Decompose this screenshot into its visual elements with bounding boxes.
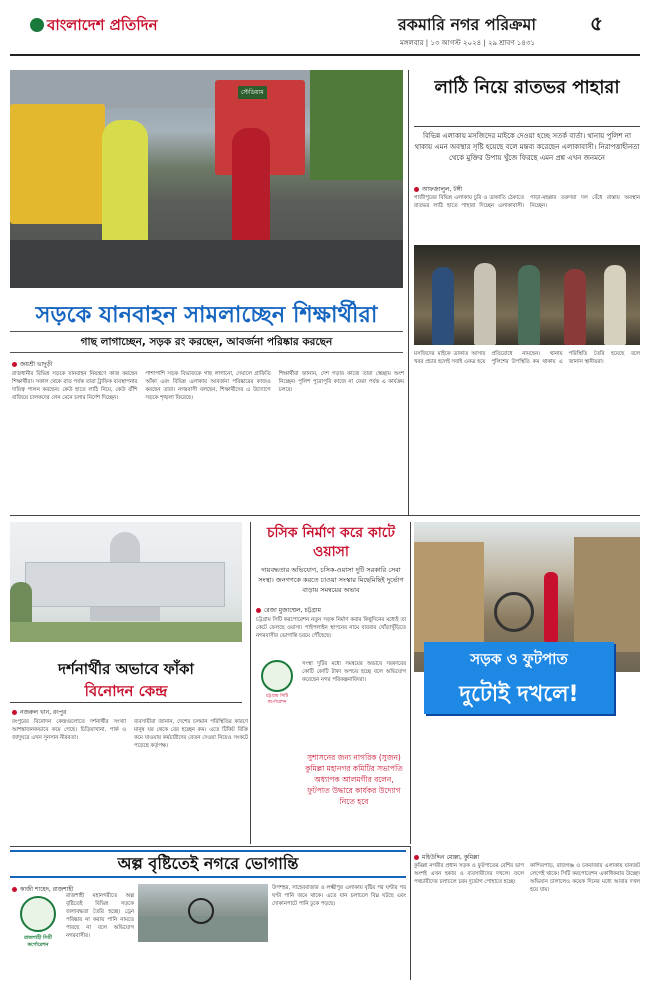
logo-text: বাংলাদেশ প্রতিদিন xyxy=(47,16,158,34)
footpath-body xyxy=(414,862,640,980)
shop-row-right xyxy=(574,537,640,652)
rain-logo-box xyxy=(14,896,62,956)
footpath-body-p1: কুমিল্লা নগরীর প্রধান সড়ক ও ফুটপাতের বেশির ভাগ অংশই এখন হকার ও ব্যবসায়ীদের দখলে। ফলে পথচারীদের চলাচলে চরম দুর্ভোগ পোহাতে হচ্ছে। xyxy=(414,863,524,885)
wasa-headline: চসিক নির্মাণ করে কাটে ওয়াসা xyxy=(266,525,396,560)
logo-mark-icon xyxy=(30,18,44,32)
rickshaw xyxy=(494,592,534,632)
footpath-headline-bottom: দুটোই দখলে! xyxy=(459,682,579,707)
recreation-body-p1: রংপুরের বিনোদন কেন্দ্রগুলোতে দর্শনার্থীর সংখ্যা আশঙ্কাজনকভাবে কমে গেছে। চিড়িয়াখানা, পার্ক ও জাদুঘরে এখন সুনসান নীরবতা। xyxy=(12,719,126,741)
byline-dot-icon xyxy=(256,608,261,613)
col-divider-right xyxy=(410,522,411,844)
students-photo xyxy=(10,70,403,288)
night-guard-body-top xyxy=(414,194,640,242)
byline-dot-icon xyxy=(12,362,17,367)
footpath-filler xyxy=(414,720,640,844)
recreation-body xyxy=(12,718,248,843)
trees xyxy=(310,70,403,180)
footpath-byline-text: মহিউদ্দিন মোল্লা, কুমিল্লা xyxy=(422,854,480,861)
footpath-headline-top: সড়ক ও ফুটপাত xyxy=(470,650,568,668)
wasa-body-p2: সংস্থা দুটির মধ্যে সমন্বয়ের অভাবে সরকারের কোটি কোটি টাকা অপচয় হচ্ছে বলে অভিযোগ করেছেন নগর পরিকল্পনাবিদরা। xyxy=(302,661,406,683)
students-subheadline xyxy=(10,331,403,353)
shop-row-left xyxy=(414,542,484,652)
byline-dot-icon xyxy=(414,855,419,860)
footpath-banner xyxy=(424,642,614,714)
section-divider-2 xyxy=(10,846,410,847)
students-body-p1: রাজধানীর বিভিন্ন সড়কে যানবাহন নিয়ন্ত্রণে কাজ করছেন শিক্ষার্থীরা। সকাল থেকে রাত পর্যন্ত তারা ট্রাফিক ব্যবস্থাপনার দায়িত্ব পালন করছেন। কেউ হাতে লাঠি নিয়ে, কেউ বাঁশি বাজিয়ে চালকদের লেন মেনে চলার নির্দেশ দিচ্ছেন। xyxy=(12,371,138,401)
rain-body-bottom xyxy=(138,946,268,980)
masthead xyxy=(0,0,650,58)
students-byline-text: জয়শ্রী ভাদুড়ী xyxy=(20,361,53,368)
logo xyxy=(30,14,190,40)
night-guard-body-p1: গাজীপুরের বিভিন্ন এলাকায় চুরি ও ডাকাতি ঠেকাতে রাতভর লাঠি হাতে পাহারা দিচ্ছেন এলাকাবাসী। পাড়া-মহল্লার তরুণরা দল বেঁধে রাস্তায় অবস্থান নিচ্ছেন। xyxy=(414,195,640,209)
col-divider-mid xyxy=(250,522,251,844)
palace-dome xyxy=(110,532,140,562)
night-guard-photo xyxy=(414,245,640,345)
byline-dot-icon xyxy=(12,710,17,715)
recreation-body-p2: ব্যবসায়ীরা জানান, দেশের চলমান পরিস্থিতির কারণে মানুষ ঘর থেকে বের হচ্ছেন কম। এতে টিকিট বিক্রি কমে যাওয়ায় কর্মচারীদের বেতন দেওয়া নিয়েও সংকটে পড়েছে কর্তৃপক্ষ। xyxy=(134,719,248,749)
date-line: মঙ্গলবার | ১৩ আগস্ট ২০২৪ | ২৯ শ্রাবণ ১৪৩১ xyxy=(400,39,535,47)
rain-body-right xyxy=(272,884,406,980)
wasa-body-top xyxy=(256,616,406,656)
masthead-divider xyxy=(10,54,640,56)
pedestrian xyxy=(544,572,558,642)
bus-left xyxy=(10,104,105,224)
recreation-photo xyxy=(10,522,242,642)
guard-figure-1 xyxy=(432,267,454,345)
col-divider-top xyxy=(408,70,409,515)
recreation-byline xyxy=(12,707,66,718)
wasa-summary: দায়বদ্ধতার অভিযোগ, চসিক-ওয়াসা দুটি সরকারি সেবা সংস্থা। জনগণকে করতে চাওয়া সংস্কার মিছেমিছিই দুর্ভোগ বাড়ায় সমন্বয়ের অভাব xyxy=(258,566,404,594)
lawn xyxy=(10,622,242,642)
footpath-body-p2: কান্দিরপাড়, রাজগঞ্জ ও চকবাজার এলাকায় যানজট লেগেই থাকে। সিটি করপোরেশন একাধিকবার উচ্ছেদ অভিযান চালালেও কয়েক দিনের মধ্যে আবার দখল হয়ে যায়। xyxy=(530,863,640,893)
ctg-city-corp-logo-icon xyxy=(261,660,293,692)
night-guard-body-bottom xyxy=(414,350,640,500)
guard-figure-2 xyxy=(474,263,496,345)
road xyxy=(10,240,403,288)
wasa-byline xyxy=(256,605,321,616)
wasa-logo-box xyxy=(256,660,298,710)
footpath-quote: সুশাসনের জন্য নাগরিক (সুজন) কুমিল্লা মহানগর কমিটির সভাপতি অধ্যাপক আলমগীর বলেন, ফুটপাত উদ্ধারে কার্যকর উদ্যোগ নিতে হবে xyxy=(305,753,403,806)
rain-photo xyxy=(138,884,268,942)
byline-dot-icon xyxy=(12,887,17,892)
guard-figure-5 xyxy=(604,265,626,345)
rain-logo-label: রাজশাহী সিটি কর্পোরেশন xyxy=(24,935,52,948)
recreation-headline-red: বিনোদন কেন্দ্র xyxy=(84,682,168,700)
rain-headline-bar xyxy=(10,850,406,878)
wasa-body-p1: চট্টগ্রাম সিটি করপোরেশন নতুন সড়ক নির্মাণ করার কিছুদিনের মধ্যেই তা কেটে ফেলছে ওয়াসা। পাইপলাইন স্থাপনের নামে বারবার খোঁড়াখুঁড়িতে নগরবাসীর ভোগান্তি চরমে পৌঁছেছে। xyxy=(256,617,406,639)
students-body-p3: শিক্ষার্থীরা জানান, দেশ গড়ার কাজে তারা স্বেচ্ছায় অংশ নিচ্ছেন। পুলিশ পুরোপুরি কাজে না ফেরা পর্যন্ত এ কার্যক্রম চলবে। xyxy=(278,371,404,393)
col-divider-bottom xyxy=(410,846,411,980)
section-title: রকমারি নগর পরিক্রমা xyxy=(398,15,537,34)
byline-dot-icon xyxy=(414,187,419,192)
recreation-byline-text: নজরুল খান, রংপুর xyxy=(20,709,67,716)
recreation-headline: দর্শনার্থীর অভাবে ফাঁকা xyxy=(58,660,194,678)
students-headline: সড়কে যানবাহন সামলাচ্ছেন শিক্ষার্থীরা xyxy=(35,302,378,328)
section-divider-1 xyxy=(10,515,640,516)
guard-figure-4 xyxy=(564,269,586,345)
palace-building xyxy=(25,562,225,607)
wasa-logo-label: চট্টগ্রাম সিটি কর্পোরেশন xyxy=(266,694,288,705)
students-body-p2: পাশাপাশি সড়ক বিভাজকে গাছ লাগানো, দেয়ালে গ্রাফিতি আঁকা এবং বিভিন্ন এলাকার আবর্জনা পরিষ্কারের কাজও করছেন তারা। নগরবাসী বলছেন, শিক্ষার্থীদের এ উদ্যোগে সড়কে শৃঙ্খলা ফিরেছে। xyxy=(145,371,271,401)
night-guard-body-p2: মসজিদের মাইকে ডাকাত আসার খবর প্রচার হলেই সবাই একত্র হয়ে প্রতিরোধে নামছেন। থানায় পুলিশের উপস্থিতি কম থাকায় এ পরিস্থিতি তৈরি হয়েছে বলে জানান স্থানীয়রা। xyxy=(414,351,640,365)
rickshaw-flooded xyxy=(188,898,214,924)
photo-sign: স্টেডিয়াম xyxy=(238,86,267,99)
students-subheadline-text: গাছ লাগাচ্ছেন, সড়ক রং করছেন, আবর্জনা পরিষ্কার করছেন xyxy=(80,336,333,348)
palace-steps xyxy=(90,607,160,621)
night-guard-summary: বিভিন্ন এলাকায় মসজিদের মাইকে দেওয়া হচ্ছে সতর্ক বার্তা। থানায় পুলিশ না থাকায় এমন অবস্থার সৃষ্টি হয়েছে বলে মন্তব্য করেছেন এলাকাবাসী। নিরাপত্তাহীনতা থেকে মুক্তির উপায় খুঁজে ফিরছে এমন প্রশ্ন এখন জনমনে xyxy=(414,132,640,162)
night-guard-headline: লাঠি নিয়ে রাতভর পাহারা xyxy=(434,77,620,98)
students-byline xyxy=(12,359,52,370)
rain-body-p1: রাজশাহী মহানগরীতে অল্প বৃষ্টিতেই বিভিন্ন সড়কে জলাবদ্ধতা তৈরি হচ্ছে। ড্রেন পরিষ্কার না করায় পানি নামতে পারছে না বলে অভিযোগ নগরবাসীর। xyxy=(66,893,134,939)
rain-body-left xyxy=(66,892,134,980)
rajshahi-city-corp-logo-icon xyxy=(20,896,56,932)
night-guard-byline-text: আফজালুল, টঙ্গী xyxy=(422,186,463,193)
recreation-divider xyxy=(10,702,242,703)
wasa-byline-text: রেজা মুজাম্মেল, চট্টগ্রাম xyxy=(264,607,321,614)
rain-headline: অল্প বৃষ্টিতেই নগরে ভোগান্তি xyxy=(117,854,299,873)
students-body xyxy=(12,370,404,500)
night-guard-divider xyxy=(414,126,640,127)
guard-figure-3 xyxy=(518,265,540,345)
rain-byline xyxy=(12,884,73,895)
page-number: ৫ xyxy=(590,11,603,35)
rain-body-p2: উপশহর, সাহেববাজার ও লক্ষ্মীপুর এলাকায় বৃষ্টির পর ঘণ্টার পর ঘণ্টা পানি জমে থাকে। এতে যান চলাচলে বিঘ্ন ঘটছে এবং দোকানপাটে পানি ঢুকে পড়ছে। xyxy=(272,885,406,907)
rain-byline-text: কাজী শাহেদ, রাজশাহী xyxy=(20,886,74,893)
